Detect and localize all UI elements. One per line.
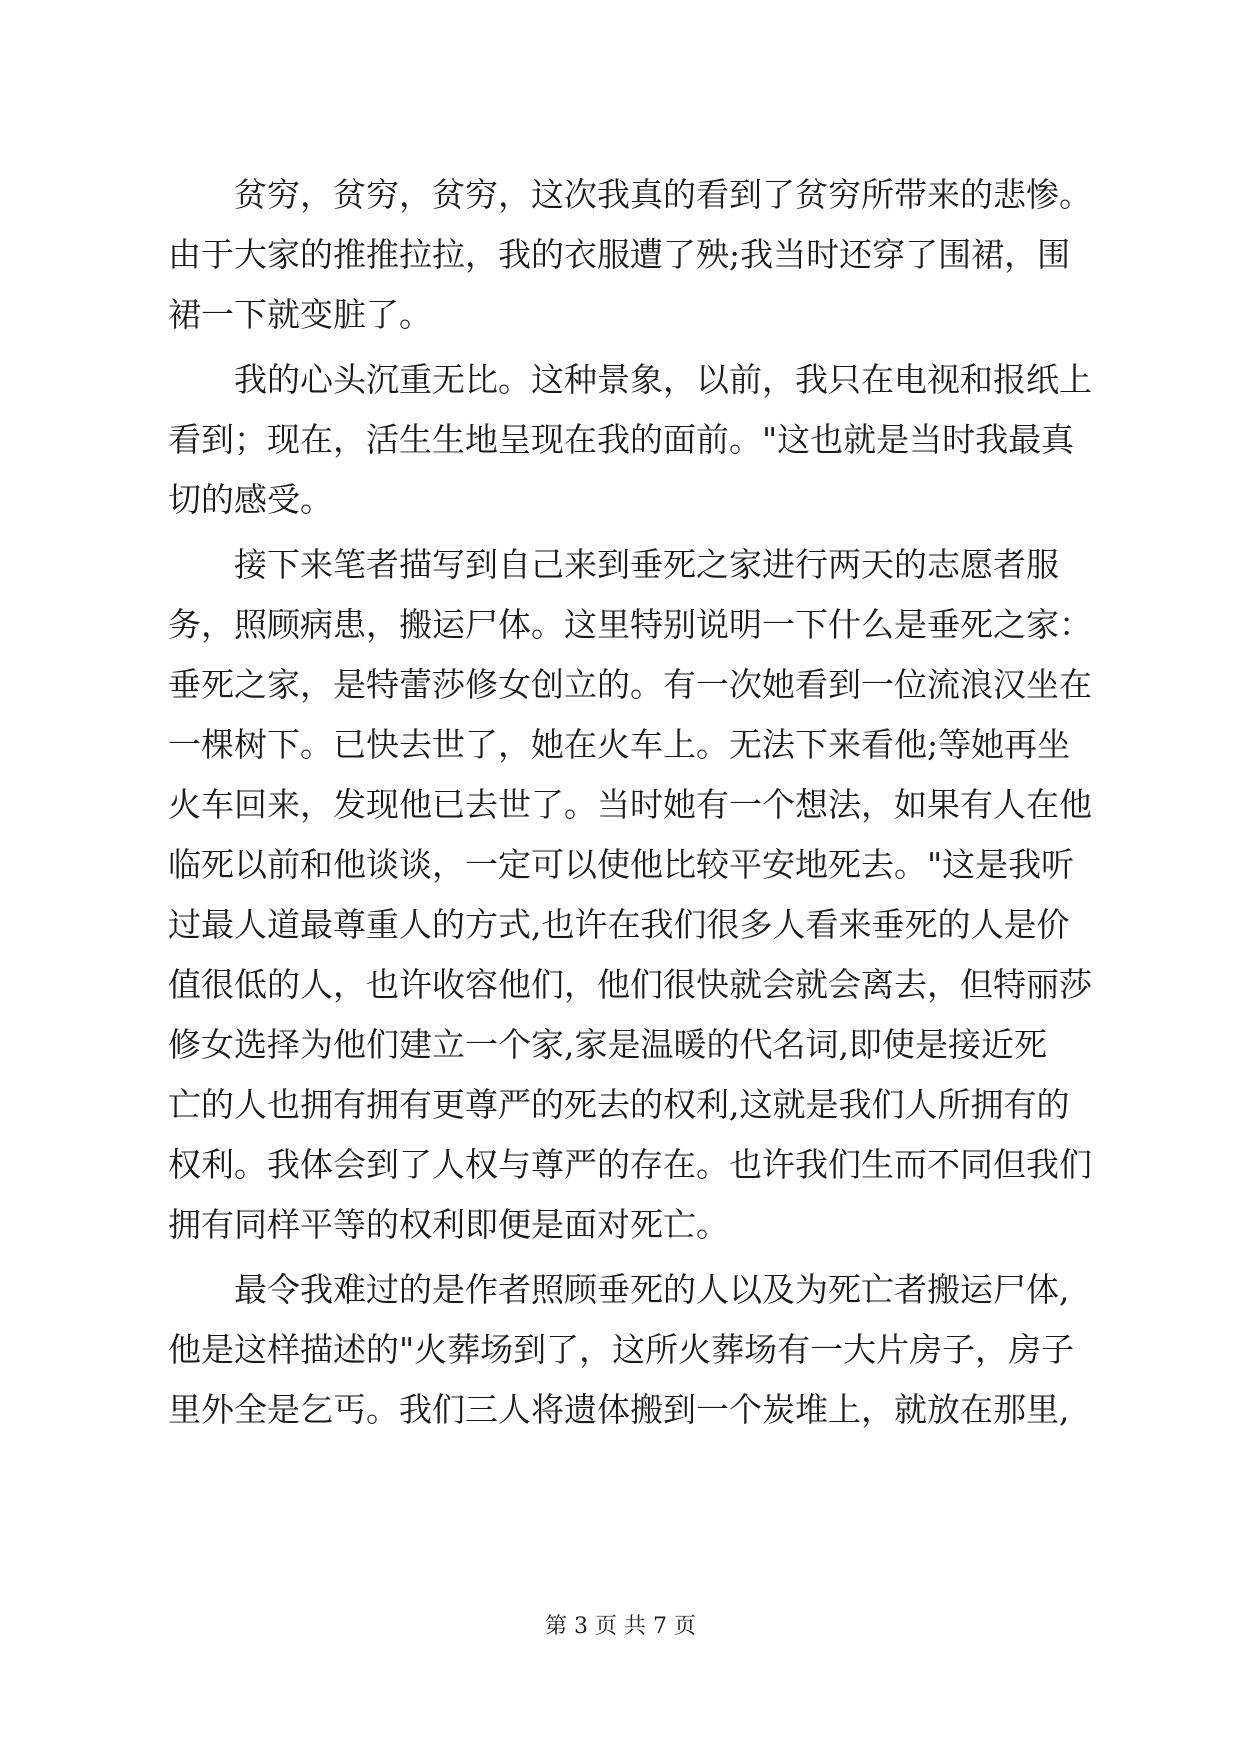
- text-line: 火车回来，发现他已去世了。当时她有一个想法，如果有人在他: [168, 785, 1092, 824]
- text-line: 拥有同样平等的权利即便是面对死亡。: [168, 1205, 729, 1244]
- text-line: 权利。我体会到了人权与尊严的存在。也许我们生而不同但我们: [168, 1145, 1092, 1184]
- text-line: 由于大家的推推拉拉，我的衣服遭了殃;我当时还穿了围裙，围: [168, 235, 1071, 274]
- text-line: 贫穷，贫穷，贫穷，这次我真的看到了贫穷所带来的悲惨。: [234, 175, 1092, 214]
- text-line: 务，照顾病患，搬运尸体。这里特别说明一下什么是垂死之家：: [168, 605, 1092, 644]
- text-line: 看到；现在，活生生地呈现在我的面前。"这也就是当时我最真: [168, 420, 1075, 459]
- text-line: 切的感受。: [168, 480, 333, 519]
- text-line: 修女选择为他们建立一个家,家是温暖的代名词,即使是接近死: [168, 1025, 1047, 1064]
- text-line: 最令我难过的是作者照顾垂死的人以及为死亡者搬运尸体,: [234, 1270, 1070, 1309]
- text-line: 亡的人也拥有拥有更尊严的死去的权利,这就是我们人所拥有的: [168, 1085, 1070, 1124]
- text-line: 一棵树下。已快去世了，她在火车上。无法下来看他;等她再坐: [168, 725, 1071, 764]
- text-line: 里外全是乞丐。我们三人将遗体搬到一个炭堆上，就放在那里,: [168, 1390, 1070, 1429]
- text-line: 垂死之家，是特蕾莎修女创立的。有一次她看到一位流浪汉坐在: [168, 665, 1092, 704]
- text-line: 裙一下就变脏了。: [168, 295, 432, 334]
- text-line: 临死以前和他谈谈，一定可以使他比较平安地死去。"这是我听: [168, 845, 1075, 884]
- text-line: 我的心头沉重无比。这种景象，以前，我只在电视和报纸上: [234, 360, 1092, 399]
- page-number-footer: 第 3 页 共 7 页: [545, 1614, 696, 1639]
- text-line: 他是这样描述的"火葬场到了，这所火葬场有一大片房子，房子: [168, 1330, 1075, 1369]
- text-line: 值很低的人，也许收容他们，他们很快就会就会离去，但特丽莎: [168, 965, 1092, 1004]
- text-line: 过最人道最尊重人的方式,也许在我们很多人看来垂死的人是价: [168, 905, 1070, 944]
- text-line: 接下来笔者描写到自己来到垂死之家进行两天的志愿者服: [234, 545, 1059, 584]
- body-text: [168, 165, 1092, 1440]
